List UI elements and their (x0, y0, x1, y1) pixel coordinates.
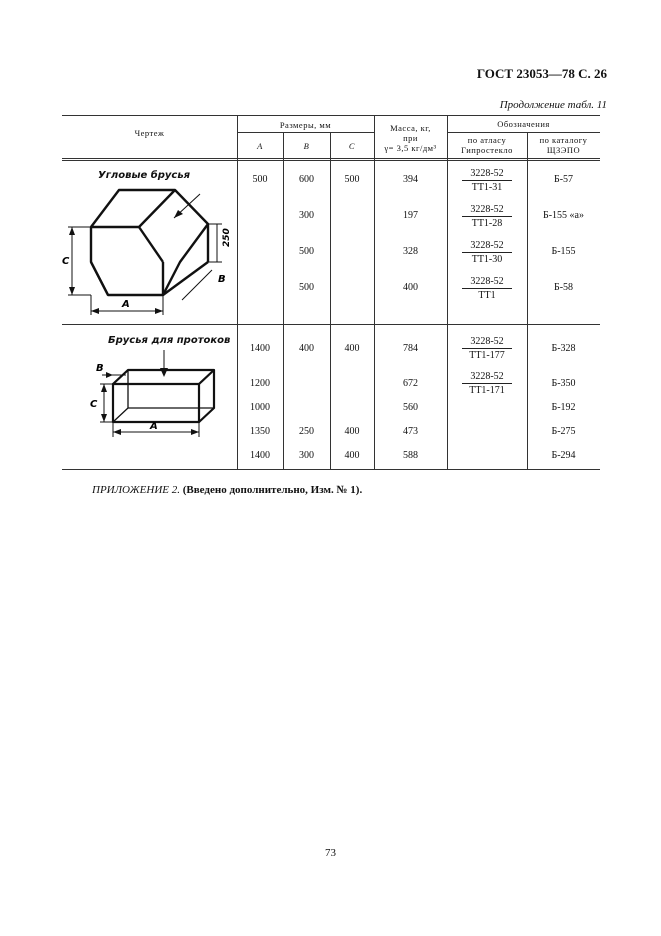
table-cell: Б-328 (551, 343, 576, 354)
table-cell: Б-275 (551, 426, 576, 437)
page-number: 73 (325, 847, 336, 859)
table-cell: 500 (344, 174, 360, 185)
table-cell: 300 (299, 210, 314, 221)
atlas-designation (452, 276, 522, 301)
atlas-numerator: 3228-52 (462, 371, 512, 384)
atlas-numerator: 3228-52 (462, 276, 512, 289)
col-header-mass-line1: Масса, кг, (390, 123, 431, 133)
standard-code: ГОСТ 23053—78 С. 26 (476, 66, 607, 81)
appendix-note (92, 484, 362, 496)
table-cell: Б-58 (553, 282, 574, 293)
atlas-designation (452, 371, 522, 396)
table-cell: 400 (344, 426, 360, 437)
corner-bar-drawing (62, 180, 237, 322)
table-cell: 784 (403, 343, 418, 354)
table-cell: 560 (403, 402, 418, 413)
col-header-b: B (303, 141, 310, 151)
flow-bar-title: Брусья для протоков (108, 335, 231, 346)
table-continuation-label: Продолжение табл. 11 (499, 99, 607, 111)
table-cell: 500 (252, 174, 268, 185)
table-cell: 400 (299, 343, 314, 354)
table-cell: 1000 (250, 402, 270, 413)
flow-bar-label-a: A (150, 421, 158, 432)
atlas-designation (452, 168, 522, 193)
col-header-catalog (527, 135, 600, 155)
table-cell: Б-350 (551, 378, 576, 389)
table-cell: 328 (403, 246, 418, 257)
table-cell: Б-57 (553, 174, 574, 185)
col-header-c: C (348, 141, 356, 151)
corner-bar-label-b: B (218, 274, 226, 285)
table-cell: 400 (344, 450, 360, 461)
table-cell: 672 (403, 378, 418, 389)
col-header-catalog-line1: по каталогу (539, 135, 588, 145)
table-cell: 1200 (250, 378, 270, 389)
table-cell: 400 (344, 343, 360, 354)
col-header-mass-line2: при (403, 133, 418, 143)
table-cell: 197 (403, 210, 418, 221)
atlas-numerator: 3228-52 (462, 336, 512, 349)
table-cell: 1350 (250, 426, 270, 437)
atlas-denominator: ТТ1-30 (471, 254, 503, 265)
atlas-denominator: ТТ1-28 (471, 218, 503, 229)
table-cell: 588 (403, 450, 418, 461)
table-cell: 250 (299, 426, 314, 437)
corner-bar-label-c: C (62, 256, 70, 267)
appendix-note-text: (Введено дополнительно, Изм. № 1). (179, 484, 363, 496)
table-cell: 300 (299, 450, 314, 461)
col-header-designations: Обозначения (497, 119, 550, 129)
corner-bar-label-a: A (122, 299, 130, 310)
table-cell: Б-155 «а» (542, 210, 584, 221)
col-header-atlas-line1: по атласу (467, 135, 507, 145)
atlas-denominator: ТТ1-177 (469, 350, 505, 361)
table-cell: 600 (299, 174, 314, 185)
table-cell: Б-155 (551, 246, 576, 257)
atlas-designation (452, 204, 522, 229)
flow-bar-drawing (80, 345, 230, 445)
col-header-mass (374, 123, 447, 153)
corner-bar-label-250: 250 (222, 228, 232, 247)
col-header-a: A (257, 141, 263, 151)
col-header-atlas (447, 135, 527, 155)
atlas-numerator: 3228-52 (462, 204, 512, 217)
flow-bar-label-c: C (90, 399, 98, 410)
col-header-drawing: Чертеж (134, 128, 165, 138)
atlas-designation (452, 240, 522, 265)
col-header-catalog-line2: ЩЗЭПО (546, 145, 581, 155)
table-cell: Б-192 (551, 402, 576, 413)
corner-bar-title: Угловые брусья (98, 170, 191, 181)
table-cell: 500 (299, 282, 314, 293)
atlas-numerator: 3228-52 (462, 240, 512, 253)
flow-bar-label-b: B (96, 363, 104, 374)
table-cell: Б-294 (551, 450, 576, 461)
table-cell: 1400 (250, 343, 270, 354)
atlas-denominator: ТТ1-171 (469, 385, 505, 396)
atlas-denominator: ТТ1-31 (471, 182, 503, 193)
table-cell: 473 (403, 426, 418, 437)
atlas-numerator: 3228-52 (462, 168, 512, 181)
appendix-note-prefix: ПРИЛОЖЕНИЕ 2. (92, 484, 180, 496)
col-header-sizes: Размеры, мм (279, 120, 332, 130)
table-cell: 400 (403, 282, 418, 293)
table-cell: 394 (403, 174, 418, 185)
table-cell: 500 (299, 246, 314, 257)
col-header-mass-line3: γ= 3,5 кг/дм³ (384, 143, 437, 153)
col-header-atlas-line2: Гипростекло (461, 145, 513, 155)
table-cell: 1400 (250, 450, 270, 461)
atlas-designation (452, 336, 522, 361)
atlas-denominator: ТТ1 (478, 290, 496, 301)
